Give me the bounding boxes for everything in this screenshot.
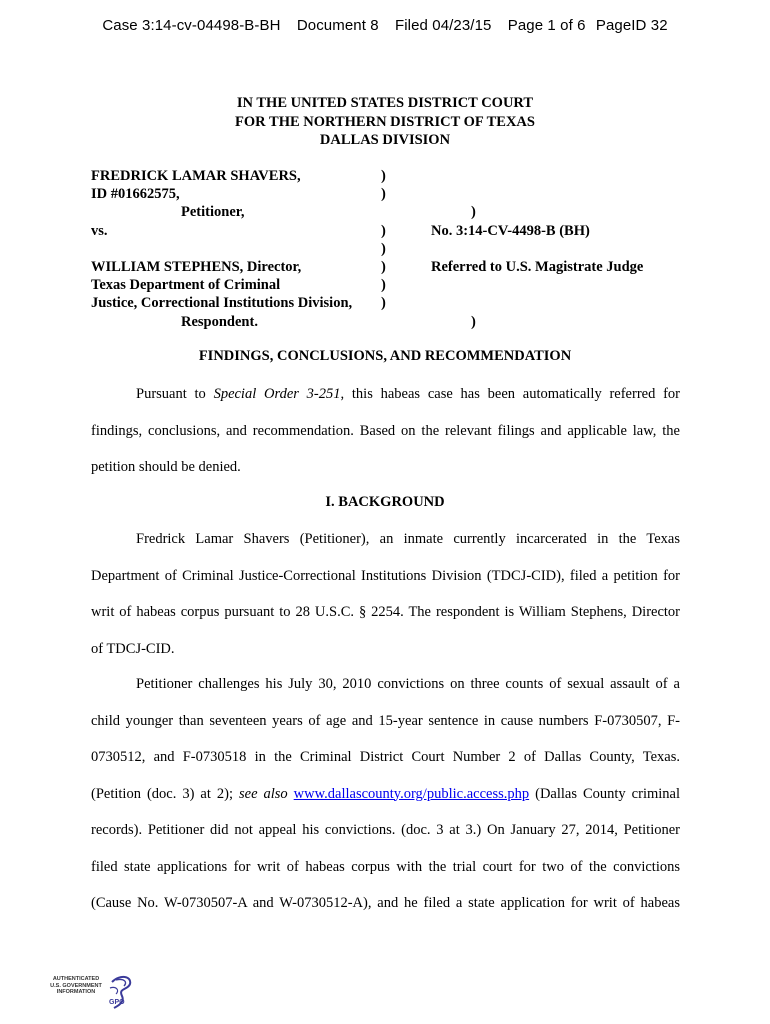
- see-also-signal: see also: [238, 785, 288, 802]
- petitioner-role: Petitioner,: [181, 204, 245, 221]
- section-heading-background: I. BACKGROUND: [325, 494, 445, 510]
- paragraph-referral: [91, 376, 680, 486]
- header-page-count: Page 1 of 6: [507, 17, 586, 34]
- paragraph-line: records). Petitioner did not appeal his convictions. (doc. 3 at 3.) On January 27, 2014, Petitioner: [91, 822, 680, 838]
- petitioner-name: FREDRICK LAMAR SHAVERS,: [91, 168, 301, 184]
- paragraph-line: child younger than seventeen years of age and 15-year sentence in cause numbers F-0730507, F-: [91, 712, 680, 729]
- paragraph-line: Petitioner challenges his July 30, 2010 convictions on three counts of sexual assault of a: [136, 676, 680, 692]
- document-title: FINDINGS, CONCLUSIONS, AND RECOMMENDATION: [198, 348, 572, 364]
- caption-paren: ): [381, 258, 386, 275]
- case-number: No. 3:14-CV-4498-B (BH): [431, 222, 590, 239]
- paragraph-line: writ of habeas corpus pursuant to 28 U.S.C. § 2254. The respondent is William Stephens, Director: [91, 604, 680, 620]
- paragraph-petitioner: [91, 521, 680, 667]
- paragraph-line: (Petition (doc. 3) at 2); see also www.dallascounty.org/public.access.php (Dallas County criminal: [91, 785, 680, 802]
- respondent-line-3: Justice, Correctional Institutions Division,: [91, 295, 353, 312]
- caption-paren: ): [381, 168, 386, 184]
- gpo-authentication-seal: [40, 972, 135, 1012]
- paragraph-line: Department of Criminal Justice-Correctional Institutions Division (TDCJ-CID), filed a petition for: [91, 567, 680, 584]
- header-filed-date: Filed 04/23/15: [394, 17, 492, 34]
- header-document-number: Document 8: [296, 17, 379, 34]
- paragraph-convictions: [91, 666, 680, 922]
- special-order-citation: Special Order 3-251: [213, 386, 341, 402]
- paragraph-line: findings, conclusions, and recommendation. Based on the relevant filings and applicable law, the: [91, 422, 680, 439]
- referral-note: Referred to U.S. Magistrate Judge: [431, 258, 644, 275]
- paragraph-line: 0730512, and F-0730518 in the Criminal District Court Number 2 of Dallas County, Texas.: [91, 749, 680, 765]
- paragraph-line: filed state applications for writ of habeas corpus with the trial court for two of the convictions: [91, 858, 680, 875]
- header-case-number: Case 3:14-cv-04498-B-BH: [102, 17, 281, 34]
- caption-paren: ): [381, 277, 386, 294]
- header-page-id: PageID 32: [595, 17, 668, 34]
- respondent-role: Respondent.: [181, 313, 258, 330]
- svg-text:GPO: GPO: [109, 999, 125, 1006]
- caption-paren: ): [381, 222, 386, 239]
- caption-paren: ): [381, 240, 386, 257]
- dallas-county-link[interactable]: www.dallascounty.org/public.access.php: [293, 785, 530, 802]
- document-header: [0, 17, 770, 34]
- court-title: [0, 94, 770, 150]
- respondent-line-2: Texas Department of Criminal: [91, 277, 281, 294]
- caption-paren: ): [381, 186, 386, 203]
- paragraph-line: Fredrick Lamar Shavers (Petitioner), an inmate currently incarcerated in the Texas: [136, 531, 680, 547]
- gpo-eagle-icon: [106, 972, 136, 1012]
- paragraph-line: of TDCJ-CID.: [91, 640, 175, 657]
- gpo-seal-text: AUTHENTICATED U.S. GOVERNMENT INFORMATION: [50, 976, 102, 995]
- court-line-3: DALLAS DIVISION: [319, 132, 451, 148]
- paragraph-line: petition should be denied.: [91, 459, 241, 475]
- caption-paren: ): [471, 204, 476, 221]
- court-line-1: IN THE UNITED STATES DISTRICT COURT: [236, 95, 534, 111]
- caption-paren: ): [381, 295, 386, 312]
- case-caption: [91, 167, 691, 331]
- paragraph-line: Pursuant to Special Order 3-251, this habeas case has been automatically referred for: [136, 386, 680, 402]
- paragraph-line: (Cause No. W-0730507-A and W-0730512-A), and he filed a state application for writ of habeas: [91, 895, 680, 911]
- petitioner-id: ID #01662575,: [91, 186, 180, 203]
- respondent-name: WILLIAM STEPHENS, Director,: [91, 258, 302, 275]
- versus-label: vs.: [91, 222, 108, 239]
- court-line-2: FOR THE NORTHERN DISTRICT OF TEXAS: [235, 113, 535, 130]
- caption-paren: ): [471, 313, 476, 330]
